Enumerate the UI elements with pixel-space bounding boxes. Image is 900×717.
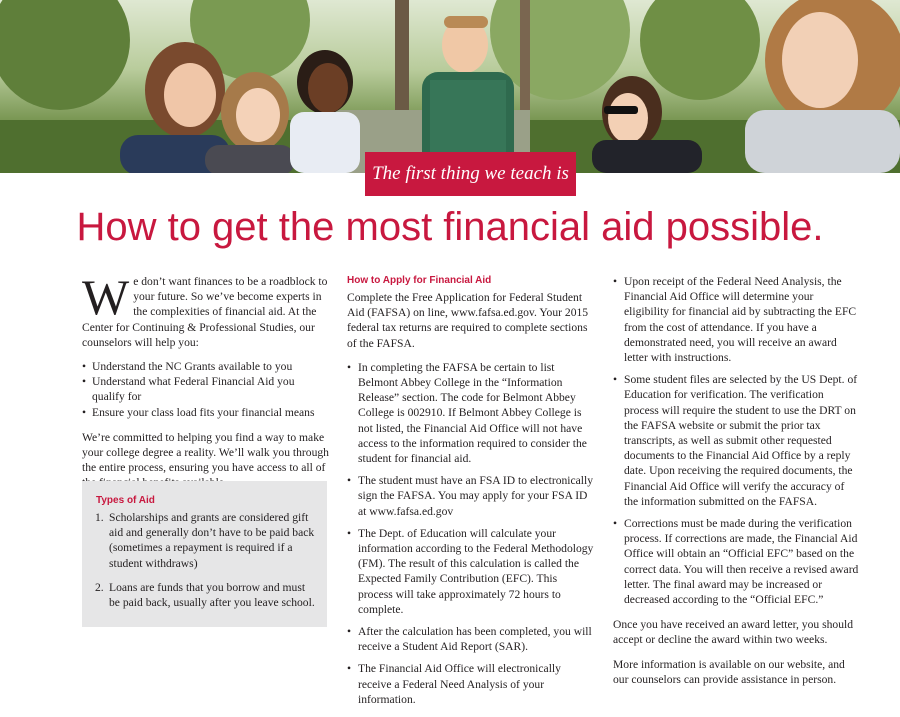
how-to-apply-bullets — [347, 360, 594, 707]
types-of-aid-title: Types of Aid — [96, 495, 155, 506]
how-to-apply-title: How to Apply for Financial Aid — [347, 275, 492, 286]
list-item: • Understand what Federal Financial Aid you qualify for — [82, 374, 330, 404]
types-of-aid-box — [82, 481, 327, 627]
how-to-apply-column — [347, 274, 594, 717]
list-item: • After the calculation has been completed, you will receive a Student Aid Report (SAR). — [347, 624, 594, 654]
dropcap: W — [82, 269, 130, 325]
page-title: How to get the most financial aid possible. — [76, 205, 824, 249]
list-item: • In completing the FAFSA be certain to list Belmont Abbey College in the “Information Release” section. The code for Belmont Abbey College is 002910. If Belmont Abbey College is not listed, the Financial Aid Office will not have access to the information required to consider the student for financial aid. — [347, 360, 594, 466]
list-item — [93, 510, 317, 571]
process-column — [613, 274, 861, 696]
item-text: Loans are funds that you borrow and must be paid back, usually after you leave school. — [109, 580, 315, 610]
list-item: • Some student files are selected by the US Dept. of Education for verification. The verification process will require the student to use the DRT on the FAFSA website or submit the prior tax transcripts, as well as submit other requested documents to the Financial Aid Office by a reply date. Upon receiving the required documents, the Financial Aid Office will verify the accuracy of the information submitted on the FAFSA. — [613, 372, 861, 509]
award-paragraph: Once you have received an award letter, you should accept or decline the award within two weeks. — [613, 618, 854, 647]
intro-text: e don’t want finances to be a roadblock to your future. So we’ve become experts in the complexities of financial aid. At the Center for Continuing & Professional Studies, our counselors will help you: — [82, 275, 328, 349]
process-bullets — [613, 274, 861, 607]
list-item: • Understand the NC Grants available to you — [82, 359, 330, 374]
list-item: • The student must have an FSA ID to electronically sign the FAFSA. You may apply for your FSA ID at www.fafsa.ed.gov — [347, 473, 594, 519]
banner-label: The first thing we teach is — [365, 152, 576, 196]
types-of-aid-list — [93, 510, 317, 619]
list-item: • Corrections must be made during the verification process. If corrections are made, the Financial Aid Office will obtain an “Official EFC” based on the correct data. You will then receive a revised award letter. The final award may be increased or decreased according to the “Official EFC.” — [613, 516, 861, 607]
more-info-paragraph: More information is available on our website, and our counselors can provide assistance in person. — [613, 657, 845, 686]
person-6 — [745, 0, 900, 173]
how-to-apply-intro: Complete the Free Application for Federal Student Aid (FAFSA) on line, www.fafsa.ed.gov. Your 2015 federal tax returns are required to complete sections of the FAFSA. — [347, 291, 589, 350]
item-number: 1. — [95, 511, 104, 524]
list-item: • The Financial Aid Office will electronically receive a Federal Need Analysis of your information. — [347, 661, 594, 707]
closing-paragraph: We’re committed to helping you find a way to make your college degree a reality. We’ll walk you through the entire process, ensuring you have access to all of — [82, 430, 329, 475]
header-photo — [0, 0, 900, 173]
item-text: Scholarships and grants are considered gift aid and generally don’t have to be paid back (sometimes a repayment is required if a student withdraws) — [109, 511, 315, 570]
intro-paragraph — [82, 269, 330, 350]
list-item — [93, 580, 317, 610]
list-item: • Upon receipt of the Federal Need Analysis, the Financial Aid Office will determine your eligibility for financial aid by subtracting the EFC from the cost of attendance. If you have a demonstrated need, you will receive an award letter with instructions. — [613, 274, 861, 365]
list-item: • Ensure your class load fits your financial means — [82, 405, 330, 420]
list-item: • The Dept. of Education will calculate your information according to the Federal Methodology (FM). The result of this calculation is called the Expected Family Contribution (EFC). This process will take approximately 72 hours to complete. — [347, 526, 594, 617]
item-number: 2. — [95, 580, 104, 594]
intro-column — [82, 269, 330, 500]
intro-bullets — [82, 359, 330, 420]
